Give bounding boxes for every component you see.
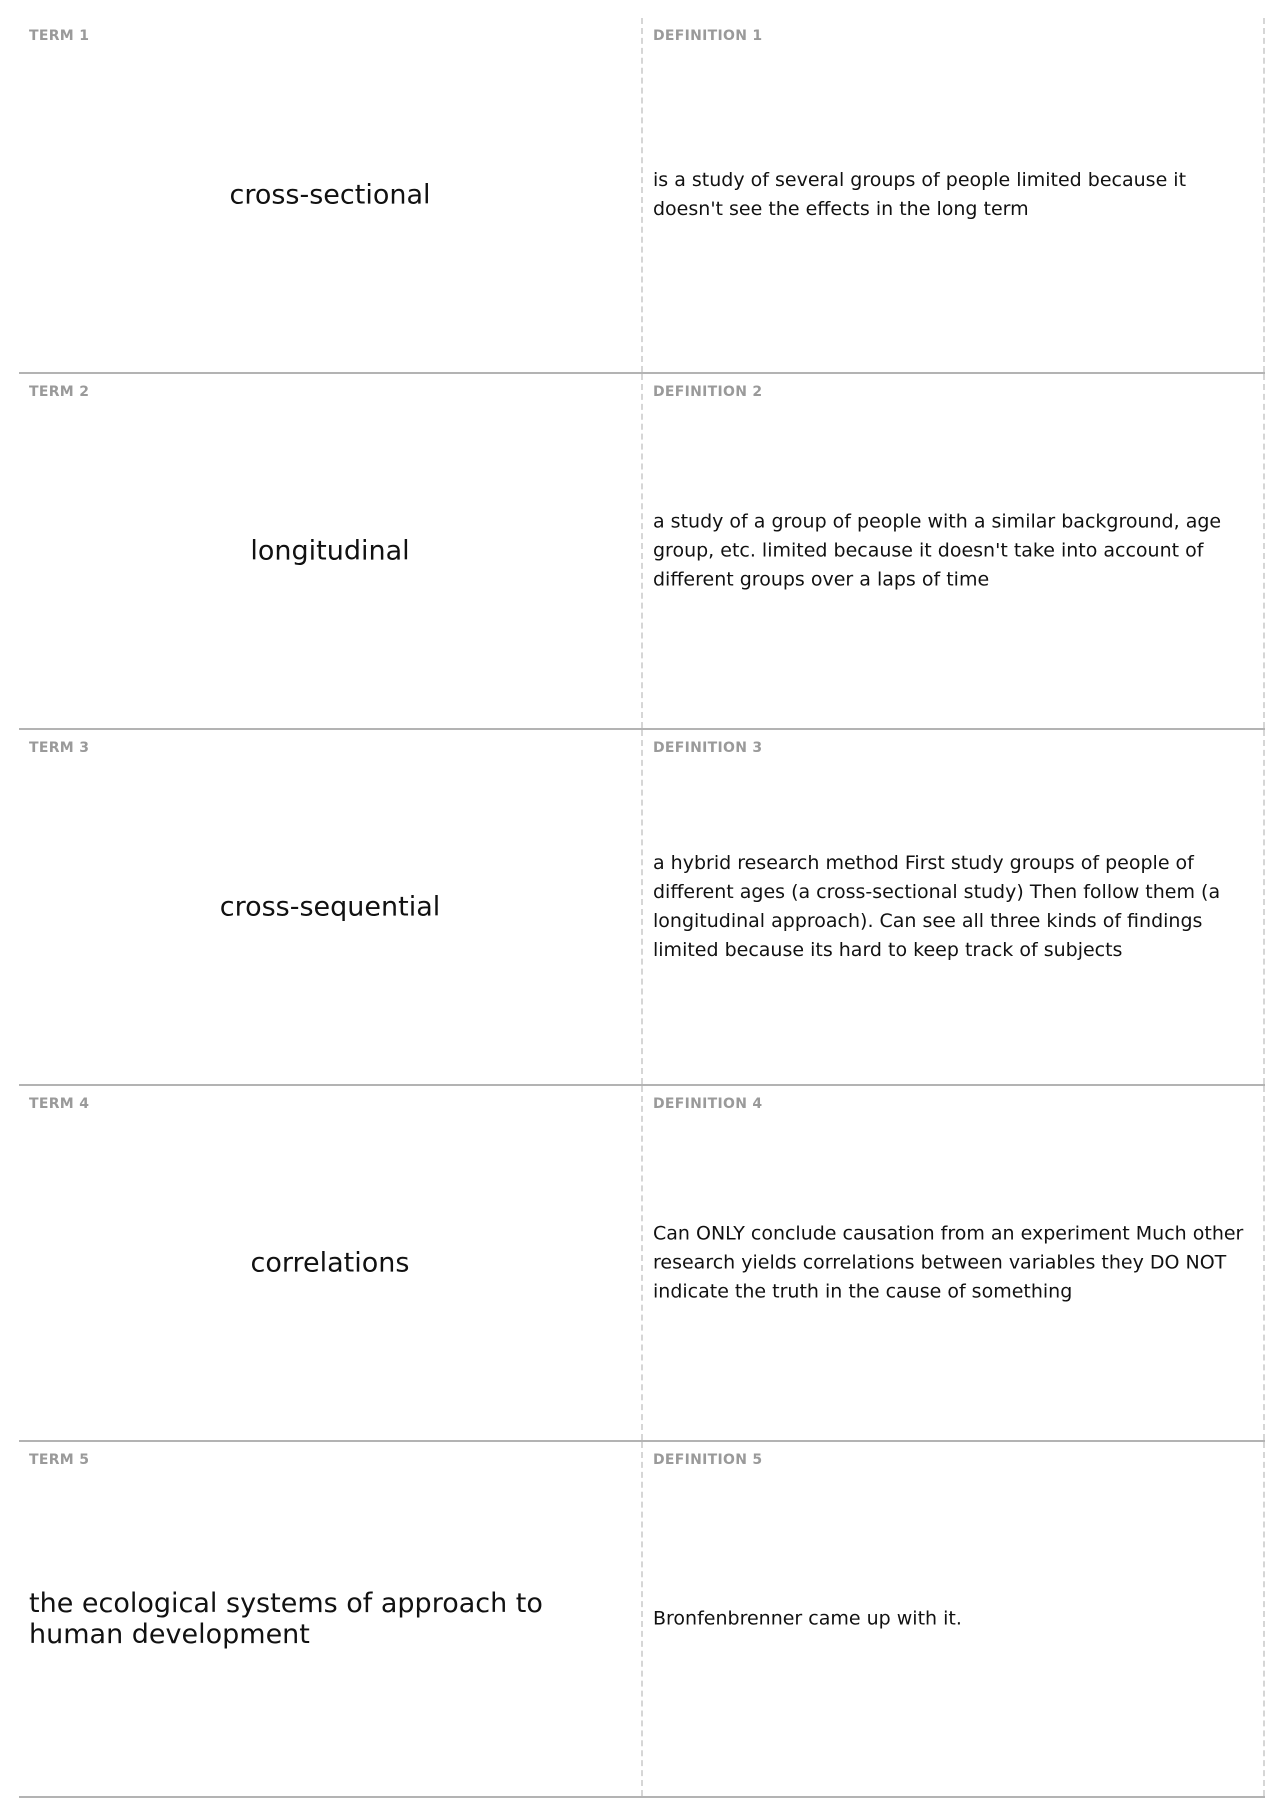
- definition-cell: [643, 374, 1265, 728]
- definition-label: DEFINITION 4: [653, 1096, 763, 1112]
- term-cell: [19, 1086, 643, 1440]
- term-cell: [19, 374, 643, 728]
- definition-text: a study of a group of people with a similar background, age group, etc. limited because it doesn't take into account of different groups over a laps of time: [653, 510, 1222, 591]
- definition-label: DEFINITION 1: [653, 28, 763, 44]
- term-cell: [19, 730, 643, 1084]
- definition-cell: [643, 1442, 1265, 1796]
- definition-text: a hybrid research method First study groups of people of different ages (a cross-sectional study) Then follow them (a longitudinal approach). Can see all three kinds of findings limited because its hard to keep track of subjects: [653, 852, 1221, 961]
- definition-cell: [643, 18, 1265, 372]
- term-cell: [19, 1442, 643, 1796]
- term-label: TERM 1: [29, 28, 90, 44]
- definition-label: DEFINITION 5: [653, 1452, 763, 1468]
- term-text: cross-sectional: [229, 179, 431, 211]
- card-row-1: [19, 18, 1265, 374]
- card-row-2: [19, 374, 1265, 730]
- term-text: longitudinal: [250, 535, 410, 567]
- term-label: TERM 3: [29, 740, 90, 756]
- definition-text: is a study of several groups of people limited because it doesn't see the effects in the long term: [653, 169, 1187, 220]
- term-label: TERM 5: [29, 1452, 90, 1468]
- card-row-5: [19, 1442, 1265, 1798]
- term-text: correlations: [250, 1247, 410, 1279]
- term-label: TERM 4: [29, 1096, 90, 1112]
- definition-label: DEFINITION 2: [653, 384, 763, 400]
- term-cell: [19, 18, 643, 372]
- card-row-4: [19, 1086, 1265, 1442]
- definition-cell: [643, 1086, 1265, 1440]
- definition-cell: [643, 730, 1265, 1084]
- flashcard-sheet: [19, 18, 1265, 1798]
- term-label: TERM 2: [29, 384, 90, 400]
- definition-label: DEFINITION 3: [653, 740, 763, 756]
- term-text: the ecological systems of approach to human development: [29, 1588, 543, 1650]
- card-row-3: [19, 730, 1265, 1086]
- definition-text: Can ONLY conclude causation from an experiment Much other research yields correlations between variables they DO NOT indicate the truth in the cause of something: [653, 1222, 1244, 1303]
- term-text: cross-sequential: [219, 891, 441, 923]
- definition-text: Bronfenbrenner came up with it.: [653, 1607, 962, 1630]
